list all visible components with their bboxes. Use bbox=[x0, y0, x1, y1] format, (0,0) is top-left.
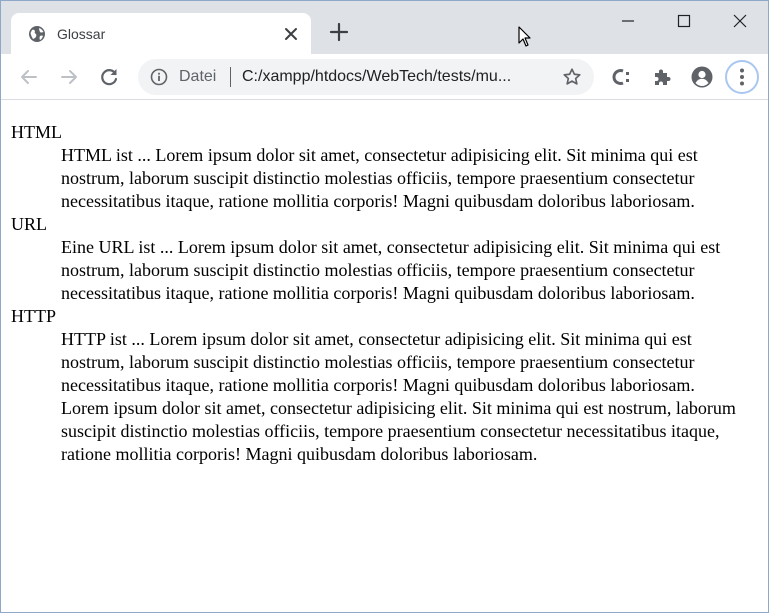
minimize-icon[interactable] bbox=[613, 7, 643, 35]
glossary-description: Eine URL ist ... Lorem ipsum dolor sit amet, consectetur adipisicing elit. Sit minima qui est nostrum, laborum suscipit distinctio molestias officiis, tempore praesentium consectetur necessitatibus itaque, ratione mollitia corporis! Magni quibusdam doloribus laboriosam. bbox=[61, 237, 721, 303]
glossary-description: Lorem ipsum dolor sit amet, consectetur adipisicing elit. Sit minima qui est nostrum, laborum suscipit distinctio molestias officiis, tempore praesentium consectetur necessitatibus itaque, ratione mollitia corporis! Magni quibusdam doloribus laboriosam. bbox=[61, 398, 736, 464]
url-text[interactable]: C:/xampp/htdocs/WebTech/tests/mu... bbox=[242, 68, 512, 85]
tab-glossar[interactable] bbox=[11, 13, 311, 54]
tab-strip bbox=[1, 1, 768, 54]
address-separator bbox=[230, 67, 231, 87]
mouse-cursor-icon bbox=[518, 26, 532, 48]
puzzle-icon[interactable] bbox=[650, 65, 674, 89]
tab-title: Glossar bbox=[57, 26, 106, 42]
browser-menu-button[interactable] bbox=[725, 60, 759, 94]
globe-icon bbox=[28, 25, 46, 43]
glossary-term-html: HTML bbox=[11, 122, 62, 142]
star-icon[interactable] bbox=[561, 66, 583, 88]
profile-icon[interactable] bbox=[690, 65, 714, 89]
reload-icon[interactable] bbox=[97, 65, 121, 89]
window-close-icon[interactable] bbox=[725, 7, 755, 35]
browser-toolbar bbox=[1, 54, 768, 100]
info-icon[interactable] bbox=[150, 68, 168, 86]
glossary-description: HTTP ist ... Lorem ipsum dolor sit amet, consectetur adipisicing elit. Sit minima qui est nostrum, laborum suscipit distinctio molestias officiis, tempore praesentium consectetur necessitatibus itaque, ratione mollitia corporis! Magni quibusdam doloribus laboriosam. bbox=[61, 329, 695, 395]
scheme-label: Datei bbox=[179, 68, 217, 85]
kebab-menu-icon bbox=[727, 62, 757, 92]
glossary-term-http: HTTP bbox=[11, 306, 56, 326]
close-icon[interactable] bbox=[281, 24, 301, 44]
glossary-description: HTML ist ... Lorem ipsum dolor sit amet, consectetur adipisicing elit. Sit minima qui est nostrum, laborum suscipit distinctio molestias officiis, tempore praesentium consectetur necessitatibus itaque, ratione mollitia corporis! Magni quibusdam doloribus laboriosam. bbox=[61, 145, 698, 211]
plus-icon[interactable] bbox=[328, 21, 350, 43]
glossary-term-url: URL bbox=[11, 214, 47, 234]
forward-arrow-icon[interactable] bbox=[57, 65, 81, 89]
back-arrow-icon[interactable] bbox=[17, 65, 41, 89]
maximize-icon[interactable] bbox=[669, 7, 699, 35]
page-content bbox=[1, 101, 768, 613]
address-bar[interactable] bbox=[138, 59, 594, 95]
glossary-list bbox=[1, 101, 768, 466]
extension-c-icon[interactable] bbox=[610, 65, 634, 89]
